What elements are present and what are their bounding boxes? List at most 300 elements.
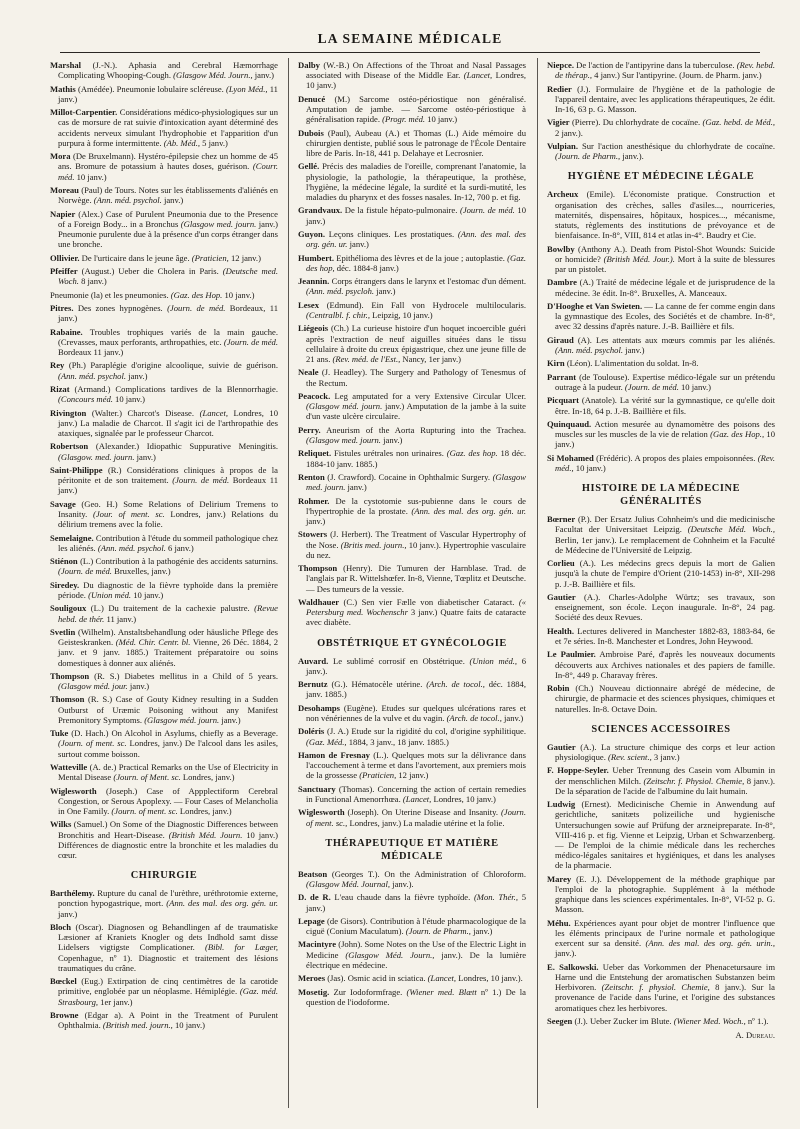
entry-tail: 10 janv.) bbox=[573, 462, 606, 473]
entry-text: (Anthony A.). Death from Pistol-Shot Wounds: Suicide or homicide? bbox=[555, 243, 775, 264]
author: Hamon de Fresnay bbox=[298, 749, 370, 760]
entry-tail: 1er janv.) bbox=[98, 996, 133, 1007]
journal-ref: (Glasgow méd. journ. bbox=[306, 401, 383, 412]
author: Wiglesworth bbox=[50, 785, 97, 796]
author: Parrant bbox=[547, 371, 577, 382]
journal-ref: (Gaz. Méd., bbox=[306, 736, 347, 747]
journal-ref: (Glasgow med. journ. bbox=[180, 218, 257, 229]
entry-text: (Emile). L'économiste pratique. Construction et organisation des crèches, salles d'asiles..., nourriceries, maternités, dispensaires, hôpitaux, hospices..., mécanisme, statuts, règlements des institutions de prévoyance et de bienfaisance. In-8°, VIII, 814 et atlas in-4°. Baudry et Cie. bbox=[555, 189, 775, 241]
entry-text: De l'action de l'antipyrine dans la tuberculose. bbox=[573, 60, 737, 70]
journal-ref: (Glasgow. med. journ. bbox=[58, 451, 135, 462]
author: Wiglesworth bbox=[298, 807, 345, 818]
entry-tail: 4 janv.) Sur l'antipyrine. (Journ. de Pharm. janv.) bbox=[592, 70, 762, 81]
entry-tail: janv.). De la lumière électrique en médecine. bbox=[306, 949, 526, 970]
entry-tail: janv.) Amputation de la jambe à la suite d'un vaste ulcère circulaire. bbox=[306, 401, 526, 422]
bibliography-entry bbox=[50, 694, 278, 725]
entry-text: (E. J.). Développement de la méthode graphique par l'emploi de la photographie. Supplément à la méthode graphique dans les sciences expérimentales. In-8°, VI-52 p. G. Masson. bbox=[555, 873, 775, 915]
entry-text: Troubles trophiques variés de la main gauche. (Crevasses, maux perforants, arthropathies, etc. bbox=[58, 326, 278, 347]
entry-tail: janv.). bbox=[620, 151, 644, 162]
entry-tail: janv.) bbox=[347, 239, 369, 250]
journal-ref: (Revue hebd. de thér. bbox=[58, 603, 278, 624]
bibliography-entry bbox=[298, 656, 526, 676]
entry-tail: 6 janv.). bbox=[306, 655, 526, 676]
entry-text: (R. S.) Diabetes mellitus in a Child of 5 years. bbox=[89, 670, 278, 681]
bibliography-entry bbox=[50, 1010, 278, 1030]
entry-text: L'eau chaude dans la fièvre typhoïde. bbox=[330, 892, 474, 903]
journal-ref: (Glasgow méd. journ. bbox=[144, 714, 220, 725]
journal-ref: (Britis med. journ., bbox=[340, 539, 407, 550]
entry-tail: janv.) bbox=[345, 482, 367, 493]
bibliography-entry bbox=[298, 973, 526, 983]
entry-tail: Londres, 10 janv.) La maladie de Charcot. Il s'agit ici de l'arthropathie des ataxiques, signalée par le professeur Charcot. bbox=[58, 407, 278, 438]
entry-text: (A. de.) Practical Remarks on the Use of Electricity in Mental Disease bbox=[58, 762, 278, 783]
journal-ref: (Union méd., bbox=[469, 655, 518, 666]
author: Pitres. bbox=[50, 302, 74, 313]
author: D'Hooghe et Van Swieten. bbox=[547, 300, 643, 311]
journal-ref: (Journ. of ment. sc. bbox=[58, 738, 127, 749]
entry-tail: 6 janv.) bbox=[165, 542, 194, 553]
author: Kirn bbox=[547, 358, 565, 369]
entry-text: (John). Some Notes on the Use of the Electric Light in Medicine bbox=[306, 939, 526, 960]
author: Si Mohamed bbox=[547, 452, 594, 463]
entry-text: (L.) Du traitement de la cachexie palustre. bbox=[86, 603, 255, 614]
entry-text: (Jas). Osmic acid in sciatica. bbox=[325, 973, 428, 984]
author: Guyon. bbox=[298, 228, 325, 239]
bibliography-entry bbox=[547, 765, 775, 796]
entry-tail: janv.) bbox=[219, 714, 241, 725]
bibliography-entry bbox=[298, 869, 526, 889]
bibliography-entry bbox=[547, 117, 775, 137]
journal-ref: (Lancet, bbox=[427, 973, 457, 984]
journal-ref: (Gaz. des hop. bbox=[446, 448, 498, 459]
entry-tail: janv.) bbox=[161, 195, 184, 206]
bibliography-entry bbox=[547, 742, 775, 762]
entry-tail: 10 janv.). Hypertrophie vasculaire du nez. bbox=[306, 539, 526, 560]
entry-tail: Mort à la suite de blessures par un pistolet. bbox=[555, 253, 775, 274]
entry-tail: Londres, 10 janv.). bbox=[456, 973, 523, 984]
entry-text: (A). Les attentats aux mœurs commis par les aliénés. bbox=[573, 334, 775, 345]
bibliography-entry bbox=[298, 784, 526, 804]
author: Semelaigne. bbox=[50, 532, 94, 543]
journal-ref: (Journ. of ment. sc. bbox=[111, 806, 178, 817]
author: Rohmer. bbox=[298, 495, 330, 506]
entry-text: (J.). Ueber Zucker im Blute. bbox=[572, 1015, 674, 1026]
journal-ref: (Zeitschr. f. Physiol. Chemie, bbox=[643, 775, 745, 786]
entry-text: Leçons cliniques. Les prostatiques. bbox=[325, 228, 458, 239]
journal-ref: (British Méd. Jour.). bbox=[603, 253, 675, 264]
journal-ref: (Bibl. for Læger, bbox=[204, 942, 278, 953]
entry-text: (J. Herbert). The Treatment of Vascular Hypertrophy of the Nose. bbox=[306, 529, 526, 550]
entry-text: (Ernest). Medicinische Chemie in Anwendung auf gerichtliche, sanitæts polizeiliche und hygienische Untersuchungen sowie auf Prüfung der arzneipreparate. In-8°, VIII-416 p. et fig. Vienne et Leipzig, Urban et Schwarzenberg. — De l'emploi de la chimie médicale dans les recherches médico-légales sanitaires et hygiéniques, et dans les analyses de la pharmacie. bbox=[555, 799, 775, 871]
author: Mathis bbox=[50, 83, 76, 94]
journal-ref: (Rev. hebd. de thérap., bbox=[555, 60, 775, 81]
author: Waldhauer bbox=[298, 596, 340, 607]
entry-text: (Ph.) Paraplégie d'origine alcoolique, suivie de guérison. bbox=[64, 360, 278, 371]
entry-tail: 10 janv.) bbox=[555, 429, 775, 450]
journal-ref: (Journ. de méd. bbox=[624, 381, 679, 392]
author: Denucé bbox=[298, 93, 326, 104]
entry-tail: 3 janv.) bbox=[651, 751, 680, 762]
author: Humbert. bbox=[298, 252, 335, 263]
entry-tail: 11 janv.) bbox=[104, 613, 137, 624]
entry-tail: 5 janv.) bbox=[200, 137, 228, 148]
author: Watteville bbox=[50, 762, 88, 773]
entry-text: Ambroise Paré, d'après les nouveaux documents découverts aux Archives nationales et des papiers de famille. In-8°, 449 p. Charavay frères. bbox=[555, 649, 775, 680]
bibliography-entry bbox=[50, 253, 278, 263]
author: Rivington bbox=[50, 407, 87, 418]
journal-ref: (Mon. Thér., bbox=[473, 892, 518, 903]
entry-text: Lectures delivered in Manchester 1882-83, 1883-84, 6e et 7e séries. In-8. Manchester et Londres, John Heywood. bbox=[555, 625, 775, 646]
author: Liégeois bbox=[298, 323, 329, 334]
journal-ref: (Journ. of ment. sc., bbox=[306, 807, 526, 828]
bibliography-entry bbox=[50, 151, 278, 182]
journal-ref: (Ann. méd. psychol. bbox=[58, 370, 127, 381]
journal-ref: (Glasgow Méd. Journ., bbox=[173, 70, 253, 81]
entry-text: (Alexander.) Idiopathic Suppurative Meningitis. bbox=[88, 441, 278, 452]
bibliography-entry bbox=[298, 726, 526, 746]
entry-text: (Georges T.). On the Administration of Chloroform. bbox=[327, 868, 526, 879]
entry-tail: Londres, janv.) bbox=[180, 772, 235, 783]
bibliography-entry bbox=[50, 303, 278, 323]
entry-tail: 1884, 3 janv., 18 janv. 1885.) bbox=[346, 736, 449, 747]
bibliography-entry bbox=[298, 128, 526, 159]
journal-ref: (Deutsche Méd. Woch., bbox=[687, 524, 775, 535]
bibliography-entry bbox=[298, 367, 526, 387]
entry-tail: Londres, janv.) Relations du délirium tremens avec la folie. bbox=[58, 508, 278, 530]
entry-text: (Frédéric). A propos des plaies empoisonnées. bbox=[593, 452, 758, 463]
author: Vigier bbox=[547, 117, 570, 128]
column-2 bbox=[298, 60, 526, 1110]
bibliography-entry bbox=[50, 499, 278, 530]
entry-text: (J.). Formulaire de l'hygiène et de la pathologie de l'appareil dentaire, avec les applications thérapeutiques, 2e édit. In-16, 63 p. G. Masson. bbox=[555, 83, 775, 114]
bibliography-entry bbox=[50, 603, 278, 623]
entry-text: Contribution à l'étude du sommeil pathologique chez les aliénés. bbox=[58, 532, 278, 553]
journal-ref: (Journ. de Pharm., bbox=[555, 151, 621, 162]
journal-ref: (Wiener Med. Woch., bbox=[673, 1015, 746, 1026]
bibliography-entry bbox=[50, 185, 278, 205]
journal-ref: (Journ. de méd. bbox=[167, 302, 226, 313]
entry-text: (Léon). L'alimentation du soldat. In-8. bbox=[564, 358, 699, 369]
journal-ref: (Glasgow Méd. Journ., bbox=[345, 949, 435, 960]
section-heading: SCIENCES ACCESSOIRES bbox=[591, 723, 731, 735]
journal-ref: (Lancet, bbox=[402, 793, 432, 804]
author: Picquart bbox=[547, 395, 579, 406]
entry-tail: 12 janv.) bbox=[396, 770, 429, 781]
journal-ref: (Wiener med. Blætt bbox=[406, 986, 477, 997]
bibliography-entry bbox=[547, 683, 775, 714]
bibliography-entry bbox=[547, 60, 775, 80]
entry-text: (Oscar). Diagnosen og Behandlingen af de traumatiske Læsioner af Kraniets Knogler og dets Indhold samt disse Lidelsers vigtigste Complicationer. bbox=[58, 922, 278, 953]
bibliography-entry bbox=[298, 529, 526, 560]
bibliography-entry bbox=[298, 425, 526, 445]
entry-tail: janv.) Pneumonie purulente due à la présence d'un corps étranger dans une bronche. bbox=[58, 218, 278, 250]
author: Ollivier. bbox=[50, 252, 80, 263]
journal-ref: (Ann. des mal. des org. gén. urin., bbox=[645, 938, 775, 949]
entry-tail: déc. 1884, janv. 1885.) bbox=[306, 679, 526, 700]
journal-ref: (Glasgow med. journ. bbox=[306, 471, 526, 493]
bibliography-entry bbox=[50, 671, 278, 691]
journal-ref: (Rev. méd., bbox=[555, 452, 775, 473]
author: Bernutz bbox=[298, 679, 328, 690]
author: Niepce. bbox=[547, 60, 574, 70]
journal-ref: (« Petersburg med. Wochenschr bbox=[306, 596, 526, 618]
bibliography-entry bbox=[50, 728, 278, 759]
entry-tail: Copenhague, nº 1). Diagnostic et traitement des lésions traumatiques du crâne. bbox=[58, 952, 278, 973]
bibliography-entry bbox=[298, 987, 526, 1007]
entry-tail: 8 janv.). De la séparation de l'acide de l'albumine du lait humain. bbox=[555, 775, 775, 796]
section-heading: THÉRAPEUTIQUE ET MATIÈRE MÉDICALE bbox=[325, 837, 499, 862]
journal-ref: (Méd. Chir. Centr. bl. bbox=[115, 637, 191, 648]
bibliography-entry bbox=[547, 453, 775, 473]
entry-tail: janv.) bbox=[623, 344, 645, 355]
entry-tail: 10 janv.) bbox=[172, 1020, 205, 1031]
bibliography-entry bbox=[50, 266, 278, 286]
journal-ref: (Ann. des mal. des org. gén. ur. bbox=[306, 228, 526, 250]
journal-ref: (Journ. de méd. bbox=[58, 566, 112, 577]
bibliography-entry bbox=[298, 60, 526, 91]
entry-tail: 5 janv.) bbox=[306, 892, 526, 913]
journal-ref: (Centralbl. f. chir., bbox=[306, 309, 370, 320]
entry-text: (Joseph). On Uterine Disease and Insanity. bbox=[344, 807, 501, 818]
journal-ref: (British med. journ., bbox=[102, 1020, 173, 1031]
author: Bœrner bbox=[547, 514, 576, 525]
bibliography-entry bbox=[50, 84, 278, 104]
author: Beatson bbox=[298, 868, 328, 879]
entry-text: De la cystotomie sus-pubienne dans le cours de l'hypertrophie de la prostate. bbox=[306, 495, 526, 516]
entry-tail: janv.) bbox=[380, 434, 403, 445]
bibliography-entry bbox=[298, 448, 526, 468]
author: Robin bbox=[547, 683, 570, 694]
entry-text: Leg amputated for a very Extensive Circular Ulcer. bbox=[330, 390, 526, 401]
author: Thompson bbox=[50, 670, 90, 681]
author: Thompson bbox=[298, 563, 338, 574]
journal-ref: (Glasgow Méd. Journal, bbox=[306, 878, 391, 889]
author: Doléris bbox=[298, 726, 325, 737]
column-1 bbox=[50, 60, 278, 1110]
journal-ref: (Ann. des mal. des org. gén. ur. bbox=[166, 898, 278, 909]
entry-tail: Londres, janv.) La maladie utérine et la folie. bbox=[347, 817, 505, 828]
entry-text: (Wilhelm). Anstaltsbehandlung oder häusliche Pflege des Geisteskranken. bbox=[58, 626, 278, 648]
journal-ref: (Ann. méd. psycloh. bbox=[306, 286, 375, 297]
entry-tail: Londres, janv.) bbox=[177, 806, 232, 817]
entry-tail: nº 1.) De la question de l'iodoforme. bbox=[306, 986, 526, 1007]
entry-text: (D. Hach.) On Alcohol in Asylums, chiefly as a Beverage. bbox=[68, 728, 278, 739]
section-heading: HISTOIRE DE LA MÉDECINE GÉNÉRALITÉS bbox=[581, 483, 741, 508]
entry-text: De la fistule hépato-pulmonaire. bbox=[342, 205, 460, 216]
entry-tail: 18 déc. 1884-10 janv. 1885.) bbox=[306, 448, 526, 469]
entry-text: Des zones hypnogènes. bbox=[73, 302, 168, 313]
entry-text: (Ch.) Nouveau dictionnaire abrégé de médecine, de chirurgie, de pharmacie et des sciences physiques, chimiques et naturelles. In-8. Octave Doin. bbox=[555, 683, 775, 714]
entry-tail: Bordeaux 11 janv.) bbox=[58, 475, 278, 496]
entry-text: Du diagnostic de la fièvre typhoïde dans la première période. bbox=[58, 579, 278, 600]
entry-tail: 10 janv.) bbox=[306, 205, 526, 226]
author: Macintyre bbox=[298, 939, 337, 950]
entry-tail: janv.). bbox=[390, 878, 414, 889]
author: Robertson bbox=[50, 441, 89, 452]
journal-ref: (Journ. de méd. bbox=[459, 205, 515, 216]
author: D. de R. bbox=[298, 892, 331, 903]
entry-text: (A.). Charles-Adolphe Würtz; ses travaux, son enseignement, son école. Leçon inaugurale. In-8°, 24 pag. Société des deux Revues. bbox=[555, 591, 775, 623]
bibliography-entry bbox=[547, 189, 775, 240]
entry-text: (Armand.) Complications tardives de la Blennorrhagie. bbox=[69, 383, 278, 394]
entry-text: (Paul), Aubeau (A.) et Thomas (L.) Aide mémoire du chirurgien dentiste, publié sous le patronage de l'École Dentaire libre de Paris. In-18, 441 p. Delahaye et Lecrosnier. bbox=[306, 127, 526, 158]
bibliography-entry bbox=[298, 300, 526, 320]
author: Giraud bbox=[547, 334, 574, 345]
bibliography-entry bbox=[547, 277, 775, 297]
bibliography-entry bbox=[298, 563, 526, 594]
bibliography-entry bbox=[50, 107, 278, 148]
author: Lesex bbox=[298, 299, 320, 310]
entry-text: (Amédée). Pneumonie lobulaire scléreuse. bbox=[75, 83, 226, 94]
bibliography-entry bbox=[50, 976, 278, 1007]
entry-tail: 10 janv.) bbox=[678, 381, 711, 392]
author: Marey bbox=[547, 873, 572, 884]
author: Bowlby bbox=[547, 243, 575, 254]
bibliography-entry bbox=[547, 918, 775, 959]
bibliography-entry bbox=[50, 819, 278, 860]
entry-text: (Edmund). Ein Fall von Hydrocele multilocularis. bbox=[319, 299, 526, 310]
author: Wilks bbox=[50, 819, 72, 830]
author: F. Hoppe-Seyler. bbox=[547, 765, 609, 776]
bibliography-entry bbox=[50, 786, 278, 817]
journal-ref: (Arch. de tocol., bbox=[446, 712, 502, 723]
bibliography-entry bbox=[298, 892, 526, 912]
author: Ludwig bbox=[547, 799, 576, 810]
author: Barthélemy. bbox=[50, 888, 95, 899]
entry-tail: 10 janv.) bbox=[112, 394, 146, 405]
author: Neale bbox=[298, 367, 319, 378]
entry-text: (G.). Hématocèle utérine. bbox=[327, 679, 427, 690]
journal-ref: (Deutsche med. Woch. bbox=[58, 265, 278, 287]
entry-text: (Paul) de Tours. Notes sur les établissements d'aliénés en Norwège. bbox=[58, 184, 278, 206]
section-heading: HYGIÈNE ET MÉDECINE LÉGALE bbox=[567, 171, 755, 183]
author: Dubois bbox=[298, 127, 324, 138]
author: Savage bbox=[50, 498, 76, 509]
bibliography-entry bbox=[547, 419, 775, 450]
entry-text: (Eug.) Extirpation de cinq centimètres de la carotide primitive, englobée par un néoplasme. Hémiplégie. bbox=[58, 976, 278, 997]
author: Quinquaud. bbox=[547, 418, 592, 429]
entry-text: (Thomas). Concerning the action of certain remedies in Functional Amenorrhœa. bbox=[306, 783, 526, 804]
author: Rey bbox=[50, 360, 65, 371]
entry-tail: 10 janv.) bbox=[131, 589, 164, 600]
entry-tail: 10 janv.) bbox=[74, 171, 107, 182]
bibliography-entry bbox=[547, 244, 775, 275]
entry-text: (De Bruxelmann). Hystéro-épilepsie chez un homme de 45 ans. Bromure de potassium à hautes doses, guérison. bbox=[58, 151, 278, 172]
entry-text: Fistules urétrales non urinaires. bbox=[331, 448, 447, 459]
entry-text: (Anatole). La vérité sur la gymnastique, ce qu'elle doit être. In-18, 64 p. J.-B. Baillière et fils. bbox=[555, 395, 775, 416]
bibliography-entry bbox=[298, 161, 526, 202]
entry-tail: 11 janv.) bbox=[58, 83, 278, 104]
author: Stiénon bbox=[50, 556, 78, 567]
bibliography-entry bbox=[50, 465, 278, 496]
author: Millot-Carpentier. bbox=[50, 107, 118, 118]
author: Mosetig. bbox=[298, 986, 330, 997]
entry-tail: Bordeaux 11 janv.) bbox=[58, 346, 124, 357]
author: Dambre bbox=[547, 277, 577, 288]
journal-ref: (Arch. de tocol., bbox=[426, 679, 485, 690]
entry-tail: 3 janv.) Quatre faits de cataracte avec diabète. bbox=[306, 607, 526, 628]
entry-text: (L.) Contribution à la pathogénie des accidents saturnins. bbox=[77, 556, 278, 567]
bibliography-entry bbox=[298, 679, 526, 699]
author: Svetlin bbox=[50, 626, 76, 637]
journal-ref: (British Méd. Journ. bbox=[168, 829, 243, 840]
entry-text: (M.) Sarcome ostéo-périostique non généralisé. Amputation de jambe. — Sarcome ostéo-périostique à généralisation rapide. bbox=[306, 93, 526, 125]
bibliography-entry bbox=[547, 558, 775, 589]
entry-tail: janv.). bbox=[555, 948, 577, 959]
author: Siredey. bbox=[50, 579, 80, 590]
journal-ref: (Ann. méd. psychol. bbox=[93, 195, 162, 206]
column-divider bbox=[537, 58, 538, 1108]
author: Archeux bbox=[547, 189, 579, 200]
entry-text: Aneurism of the Aorta Rupturing into the Trachea. bbox=[320, 424, 526, 435]
entry-tail: Bruxelles, janv.) bbox=[111, 566, 171, 577]
entry-text: (L.). Quelques mots sur la délivrance dans l'accouchement à terme et dans l'avortement, aux premiers mois de la grossesse bbox=[306, 749, 526, 781]
journal-ref: (Jour. of ment. sc. bbox=[92, 508, 165, 519]
bibliography-entry bbox=[298, 391, 526, 422]
entry-text: (A.). Les médecins grecs depuis la mort de Galien jusqu'à la chute de l'empire d'Orient (210-1453) in-8°, XII-298 p. J.-B. Baillière et fils. bbox=[555, 558, 775, 589]
bibliography-entry bbox=[298, 750, 526, 781]
bibliography-entry bbox=[298, 323, 526, 364]
entry-text: (de Toulouse). Expertise médico-légale sur un prétendu outrage à la pudeur. bbox=[555, 371, 775, 392]
bibliography-entry bbox=[298, 253, 526, 273]
bibliography-entry bbox=[50, 627, 278, 668]
entry-tail: Leipzig, 10 janv.) bbox=[369, 309, 433, 320]
entry-tail: nº 1.). bbox=[745, 1015, 769, 1026]
author: Sanctuary bbox=[298, 783, 336, 794]
entry-text: (Joseph.) Case of Appplectiform Cerebral Congestion, or Serous Apoplexy. — Four Cases of Melancholia in One Family. bbox=[58, 785, 278, 817]
bibliography-entry bbox=[547, 141, 775, 161]
entry-tail: 12 janv.) bbox=[228, 252, 261, 263]
entry-text: Zur Iodoformfrage. bbox=[329, 986, 407, 997]
bibliography-entry bbox=[547, 372, 775, 392]
entry-text: (P.). Der Ersatz Julius Cohnheim's und die medicinische Facultat der Universitaet Leipzig. bbox=[555, 514, 775, 535]
author: Desohamps bbox=[298, 702, 341, 713]
author: Le Paulmier. bbox=[547, 649, 596, 660]
journal-ref: (Gaz. des hop, bbox=[306, 252, 526, 273]
author: Meroes bbox=[298, 973, 326, 984]
author: Bœckel bbox=[50, 976, 77, 987]
entry-tail: janv.) bbox=[470, 926, 493, 937]
author: Auvard. bbox=[298, 655, 329, 666]
bibliography-entry bbox=[50, 556, 278, 576]
bibliography-entry bbox=[298, 94, 526, 125]
entry-text: (R.) Considérations cliniques à propos de la péritonite et de son traitement. bbox=[58, 464, 278, 486]
bibliography-entry bbox=[50, 441, 278, 461]
bibliography-entry bbox=[298, 916, 526, 936]
entry-text: Action mesurée au dynamomètre des poisons des muscles sur les muscles de la vie de relation bbox=[555, 418, 775, 440]
journal-ref: (Progr. méd. bbox=[382, 114, 426, 125]
entry-tail: 10 janv.) Différences de diagnostic entre la bronchite et les maladies du cœur. bbox=[58, 829, 278, 861]
entry-tail: janv.) bbox=[126, 370, 148, 381]
journal-ref: (Lyon Méd., bbox=[226, 83, 268, 94]
entry-text: (Henry). Die Tumuren der Harnblase. Trad. de l'anglais par R. Wittelshœfer. In-8, Vienne, Tœplitz et Deutsche. — Des tumeurs de la vessie. bbox=[306, 563, 526, 594]
entry-tail: 10 janv.) bbox=[222, 289, 255, 300]
entry-text: (August.) Ueber die Cholera in Paris. bbox=[77, 265, 223, 276]
author: Browne bbox=[50, 1010, 79, 1021]
bibliography-entry bbox=[298, 472, 526, 492]
bibliography-entry bbox=[50, 580, 278, 600]
entry-tail: janv.) bbox=[134, 451, 156, 462]
bibliography-entry bbox=[547, 335, 775, 355]
author: Thomson bbox=[50, 694, 85, 705]
author: Tuke bbox=[50, 728, 69, 739]
entry-tail: 8 janv.) bbox=[78, 276, 107, 287]
author: Corlieu bbox=[547, 558, 575, 569]
author: Jeannin. bbox=[298, 276, 330, 287]
entry-tail: Bordeaux, 11 janv.) bbox=[58, 302, 278, 324]
bibliography-entry bbox=[298, 597, 526, 628]
entry-text: Epithélioma des lèvres et de la joue ; autoplastie. bbox=[334, 252, 508, 263]
